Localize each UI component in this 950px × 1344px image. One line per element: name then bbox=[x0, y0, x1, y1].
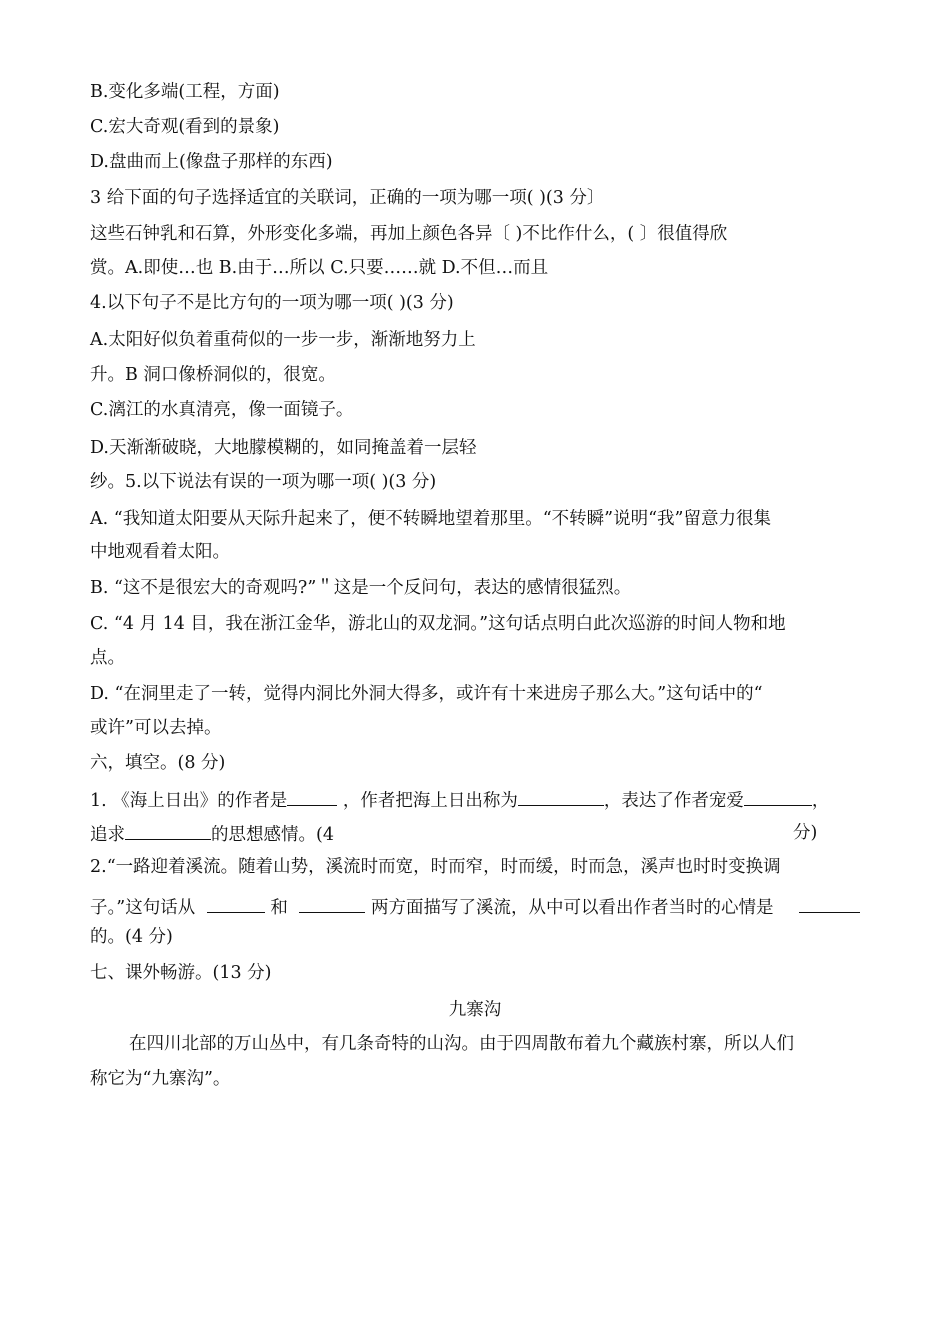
question-5-option-d: D. “在洞里走了一转，觉得内洞比外洞大得多，或许有十来进房子那么大。”这句话中的“ bbox=[90, 684, 763, 704]
question-5: 纱。5.以下说法有误的一项为哪一项( )(3 分) bbox=[90, 472, 437, 492]
question-4: 4.以下句子不是比方句的一项为哪一项( )(3 分) bbox=[90, 293, 454, 313]
option-b: B.变化多端(工程，方面) bbox=[90, 82, 280, 102]
fill-text: 两方面描写了溪流，从中可以看出作者当时的心情是 bbox=[371, 898, 774, 918]
answer-blank[interactable] bbox=[744, 787, 812, 806]
question-3: 3 给下面的句子选择适宜的关联词，正确的一项为哪一项( )(3 分〕 bbox=[90, 188, 605, 208]
fill-text: 子。”这句话从 bbox=[90, 898, 196, 918]
passage-paragraph: 在四川北部的万山丛中，有几条奇特的山沟。由于四周散布着九个藏族村寨，所以人们 bbox=[129, 1034, 794, 1054]
question-5-option-d-cont: 或许”可以去掉。 bbox=[90, 718, 222, 738]
question-4-option-a: A.太阳好似负着重荷似的一步一步，渐渐地努力上 bbox=[90, 330, 476, 350]
fill-question-1-cont bbox=[90, 821, 850, 847]
question-4-option-c: C.漓江的水真清亮，像一面镜子。 bbox=[90, 400, 354, 420]
fill-text: ， bbox=[811, 791, 830, 811]
answer-blank[interactable] bbox=[299, 890, 365, 913]
question-5-option-c: C. “4 月 14 目，我在浙江金华，游北山的双龙洞。”这句话点明白此次巡游的时间人物和地 bbox=[90, 614, 786, 634]
fill-question-2-end: 的。(4 分) bbox=[90, 927, 173, 947]
section-7-heading: 七、课外畅游。(13 分) bbox=[90, 963, 272, 983]
answer-blank[interactable] bbox=[287, 787, 337, 806]
question-4-option-b: 升。B 洞口像桥洞似的，很宽。 bbox=[90, 365, 336, 385]
section-6-heading: 六，填空。(8 分) bbox=[90, 753, 226, 773]
option-d: D.盘曲而上(像盘子那样的东西) bbox=[90, 152, 333, 172]
answer-blank[interactable] bbox=[207, 890, 265, 913]
fill-text: 和 bbox=[270, 898, 288, 918]
question-5-option-a-cont: 中地观看着太阳。 bbox=[90, 542, 230, 562]
fill-question-2: 2.“一路迎着溪流。随着山势，溪流时而宽，时而窄，时而缓，时而急，溪声也时时变换调 bbox=[90, 857, 781, 877]
passage-paragraph-cont: 称它为“九寨沟”。 bbox=[90, 1069, 231, 1089]
passage-title: 九寨沟 bbox=[448, 1000, 502, 1020]
answer-blank[interactable] bbox=[125, 821, 211, 840]
question-5-option-b: B. “这不是很宏大的奇观吗?”＂这是一个反问句，表达的感情很猛烈。 bbox=[90, 578, 632, 598]
question-5-option-a: A. “我知道太阳要从天际升起来了，便不转瞬地望着那里。“不转瞬”说明“我”留意力很集 bbox=[90, 509, 771, 529]
fill-question-1 bbox=[90, 787, 829, 813]
fill-text: ，表达了作者宠爱 bbox=[603, 791, 744, 811]
answer-blank[interactable] bbox=[518, 787, 604, 806]
question-3-options: 赏。A.即使…也 B.由于…所以 C.只要……就 D.不但…而且 bbox=[90, 258, 549, 278]
question-4-option-d: D.天渐渐破晓，大地朦模糊的，如同掩盖着一层轻 bbox=[90, 438, 477, 458]
question-3-sentence: 这些石钟乳和石算，外形变化多端，再加上颜色各异〔 )不比作什么，( 〕很值得欣 bbox=[90, 224, 728, 244]
fill-text: 追求 bbox=[90, 825, 125, 845]
fill-text: 1. 《海上日出》的作者是 bbox=[90, 791, 288, 811]
fill-question-2-cont bbox=[90, 890, 862, 920]
option-c: C.宏大奇观(看到的景象) bbox=[90, 117, 280, 137]
answer-blank[interactable] bbox=[799, 890, 860, 913]
fill-score: 分) bbox=[793, 823, 818, 843]
fill-text: ，作者把海上日出称为 bbox=[342, 791, 518, 811]
fill-text: 的思想感情。(4 bbox=[211, 825, 334, 845]
question-5-option-c-cont: 点。 bbox=[90, 648, 125, 668]
